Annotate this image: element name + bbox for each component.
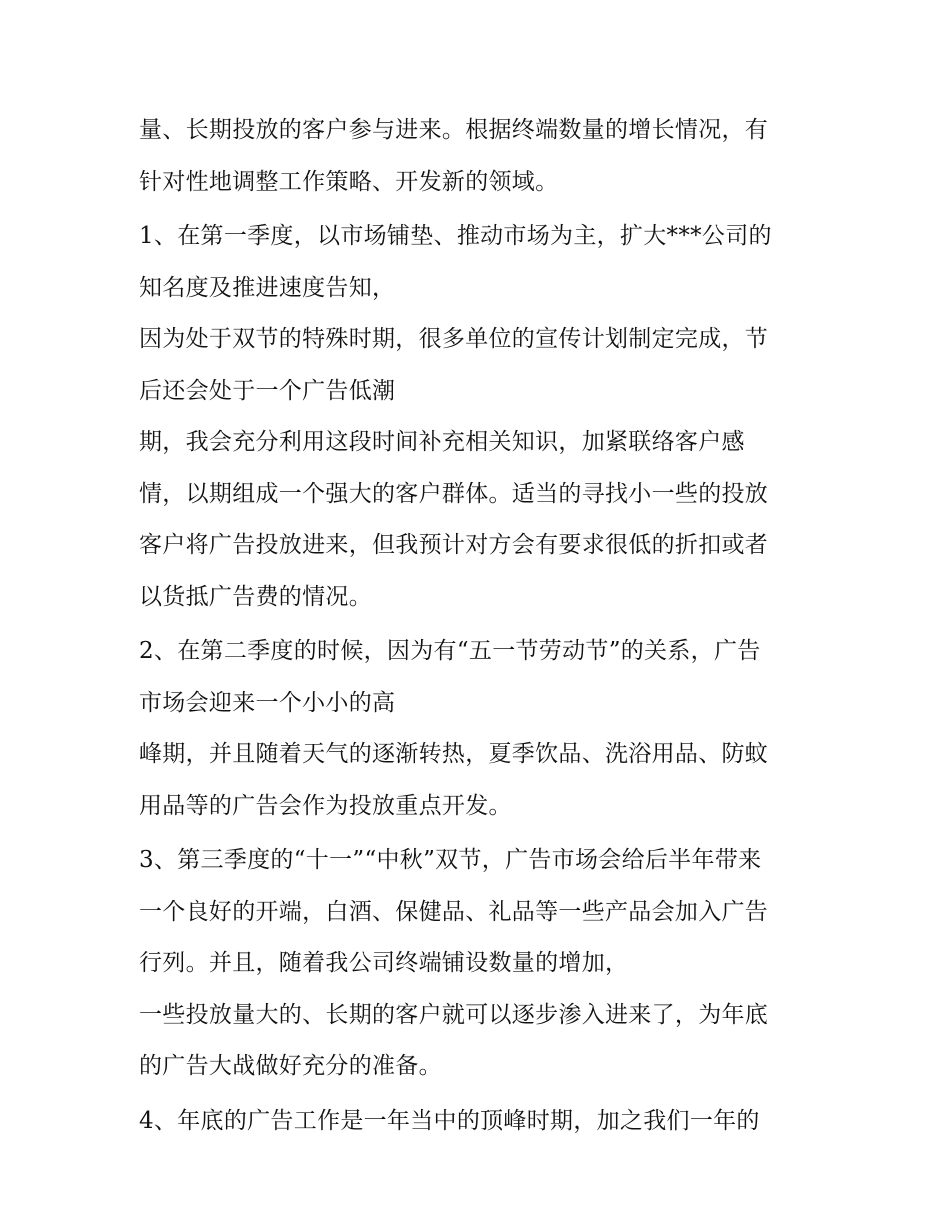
text-line: 后还会处于一个广告低潮	[139, 377, 396, 404]
text-line: 3、第三季度的“十一”“中秋”双节，广告市场会给后半年带来	[139, 847, 762, 873]
text-line: 1、在第一季度，以市场铺垫、推动市场为主，扩大***公司的	[139, 223, 772, 249]
text-line: 因为处于双节的特殊时期，很多单位的宣传计划制定完成，节	[139, 326, 769, 352]
text-line: 一个良好的开端，白酒、保健品、礼品等一些产品会加入广告	[139, 898, 769, 925]
text-line: 行列。并且，随着我公司终端铺设数量的增加，	[139, 950, 629, 976]
text-line: 针对性地调整工作策略、开发新的领域。	[139, 168, 559, 195]
text-line: 的广告大战做好充分的准备。	[139, 1053, 442, 1079]
text-line: 一些投放量大的、长期的客户就可以逐步渗入进来了，为年底	[139, 1001, 769, 1028]
text-line: 客户将广告投放进来，但我预计对方会有要求很低的折扣或者	[139, 532, 769, 558]
body-text	[139, 105, 839, 1147]
text-line: 量、长期投放的客户参与进来。根据终端数量的增长情况，有	[139, 117, 769, 143]
text-line: 市场会迎来一个小小的高	[139, 689, 396, 716]
text-line: 2、在第二季度的时候，因为有“五一节劳动节”的关系，广告	[139, 638, 761, 664]
text-line: 情，以期组成一个强大的客户群体。适当的寻找小一些的投放	[139, 480, 769, 507]
text-line: 以货抵广告费的情况。	[139, 583, 372, 610]
text-line: 用品等的广告会作为投放重点开发。	[139, 792, 512, 819]
text-line: 4、年底的广告工作是一年当中的顶峰时期，加之我们一年的	[139, 1107, 760, 1134]
text-line: 知名度及推进速度告知，	[139, 274, 396, 301]
text-line: 期，我会充分利用这段时间补充相关知识，加紧联络客户感	[139, 429, 745, 455]
text-line: 峰期，并且随着天气的逐渐转热，夏季饮品、洗浴用品、防蚊	[139, 741, 769, 767]
